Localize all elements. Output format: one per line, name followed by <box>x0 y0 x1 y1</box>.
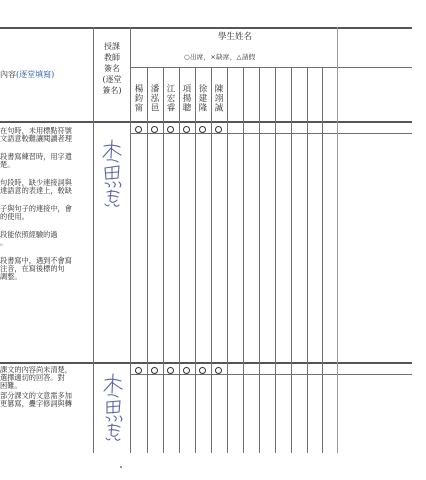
content-line: 困難。 <box>0 381 22 390</box>
teacher-sign-label-2: 教師 <box>104 53 120 62</box>
student-name: 陳翊誠 <box>213 83 223 113</box>
teacher-sign-label-1: 授課 <box>104 42 120 51</box>
header-divider <box>130 67 412 68</box>
teacher-sign-label-3: 簽名 <box>104 64 120 73</box>
teacher-sign-label-5: 簽名) <box>102 86 122 95</box>
content-line: 達語意的表達上，較缺 <box>0 186 72 195</box>
session-2-content <box>0 366 92 408</box>
students-title: 學生姓名 <box>217 32 252 42</box>
attendance-present-mark <box>199 126 206 133</box>
attendance-present-mark <box>215 367 222 374</box>
content-line: 更篡寫，疊字修詞與轉 <box>0 399 72 408</box>
content-line: 子與句子的連接中，會 <box>0 204 72 213</box>
teacher-sign-label-4: (逐堂 <box>102 75 122 84</box>
content-line: 文語意較難讓閱讀者理 <box>0 134 72 143</box>
content-line: 楚。 <box>0 160 15 169</box>
attendance-present-mark <box>183 126 190 133</box>
attendance-present-mark <box>183 367 190 374</box>
teacher-signature <box>99 138 129 210</box>
content-line: 在句時，未用標點符號 <box>0 127 72 135</box>
table-top-border <box>0 27 412 29</box>
student-name: 潘泓邑 <box>149 83 159 113</box>
attendance-present-mark <box>199 367 206 374</box>
attendance-legend: ○出席，×缺席，△請假 <box>184 53 256 61</box>
col-line <box>227 67 228 453</box>
col-line <box>195 67 196 453</box>
header-bottom-border <box>0 121 412 123</box>
student-name: 江宏睿 <box>165 83 175 113</box>
content-line: 段書寫中，遇到不會寫 <box>0 256 72 265</box>
content-line: 選擇適切的回答。對 <box>0 373 65 382</box>
content-line: 課文的內容尚未清楚， <box>0 366 72 374</box>
col-line <box>147 67 148 453</box>
content-label: 內容 <box>0 70 16 79</box>
student-name: 楊鈞甯 <box>133 83 143 113</box>
teacher-sign-header <box>96 41 128 96</box>
attendance-present-mark <box>215 126 222 133</box>
content-label-note: (逐堂填寫) <box>16 70 55 79</box>
content-line: 注音，在寫後標的句 <box>0 264 65 273</box>
col-line <box>179 67 180 453</box>
col-line <box>307 67 308 453</box>
row-line <box>130 374 412 375</box>
content-line: 。 <box>0 238 8 247</box>
teacher-signature <box>99 372 129 446</box>
content-line: 調整。 <box>0 272 22 281</box>
content-line: 部分課文的文意需多加 <box>0 391 72 400</box>
content-line: 段書寫練習時，用字遣 <box>0 152 72 161</box>
content-line: 句段時，缺少連接詞與 <box>0 178 72 187</box>
student-name: 項揚聰 <box>181 83 191 113</box>
student-name: 徐建隆 <box>197 83 207 113</box>
col-line <box>163 67 164 453</box>
col-line <box>322 67 323 453</box>
attendance-present-mark <box>135 126 142 133</box>
attendance-present-mark <box>135 367 142 374</box>
content-line: 的使用。 <box>0 212 29 221</box>
scan-dot <box>120 466 122 468</box>
content-column-header <box>0 71 54 79</box>
col-line <box>291 67 292 453</box>
row-line <box>130 133 412 134</box>
col-line <box>259 67 260 453</box>
content-line: 段能依照經驗的過 <box>0 230 58 239</box>
attendance-present-mark <box>151 126 158 133</box>
session-divider <box>0 362 412 364</box>
col-line-right <box>337 27 338 453</box>
col-line <box>275 67 276 453</box>
attendance-present-mark <box>151 367 158 374</box>
col-line-content <box>93 27 94 453</box>
col-line <box>211 67 212 453</box>
col-line <box>243 67 244 453</box>
attendance-present-mark <box>167 367 174 374</box>
attendance-present-mark <box>167 126 174 133</box>
session-1-content <box>0 127 92 281</box>
